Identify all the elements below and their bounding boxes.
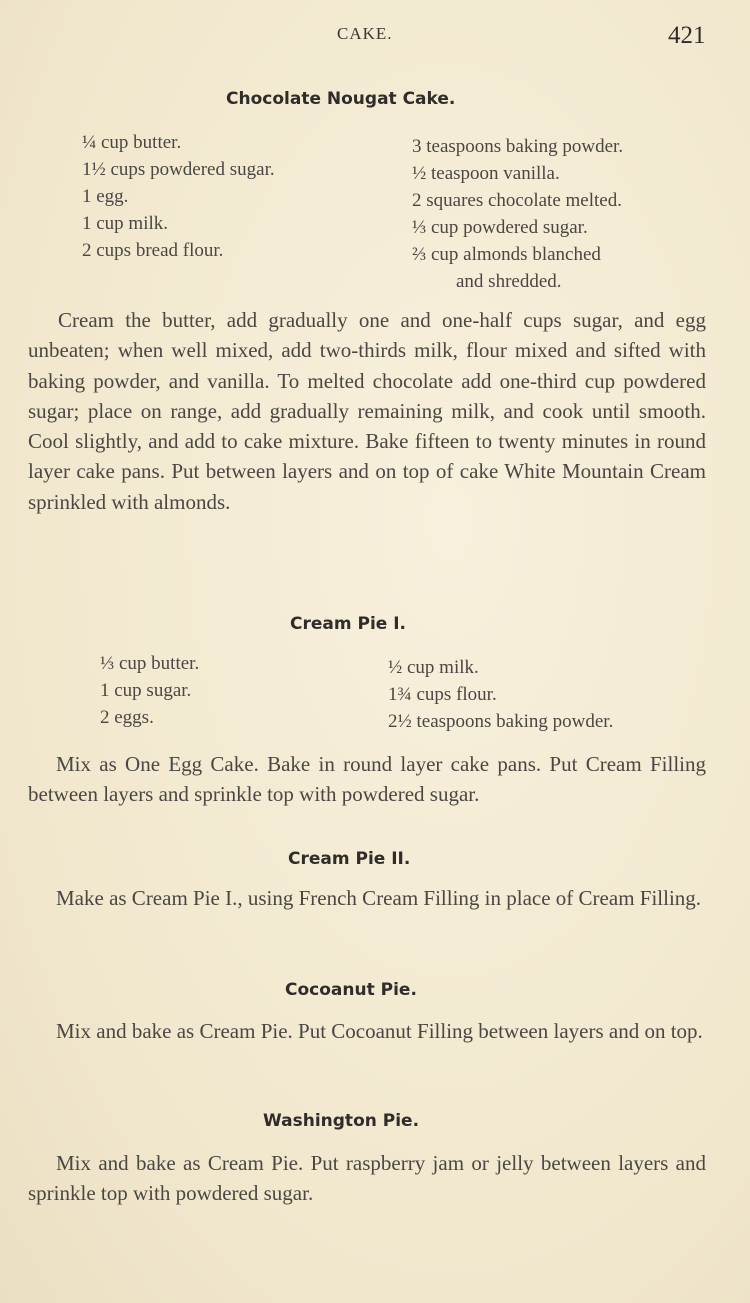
ingredient: ½ cup milk. <box>388 657 479 678</box>
ingredient: ⅓ cup butter. <box>100 653 200 674</box>
ingredient: ½ teaspoon vanilla. <box>412 163 560 184</box>
directions-washington-pie: Mix and bake as Cream Pie. Put raspberry jam or jelly between layers and sprinkle top with powdered sugar. <box>28 1151 706 1205</box>
recipe-title-cream-pie-ii: Cream Pie II. <box>288 849 411 869</box>
directions-cream-pie-ii: Make as Cream Pie I., using French Cream Filling in place of Cream Filling. <box>56 886 702 910</box>
ingredient: ¼ cup butter. <box>82 132 182 153</box>
recipe-title-chocolate-nougat-cake: Chocolate Nougat Cake. <box>226 89 456 109</box>
ingredient: 2 cups bread flour. <box>82 240 224 261</box>
ingredients-left-cream-pie-i <box>100 650 199 731</box>
ingredient: 2½ teaspoons baking powder. <box>388 711 614 732</box>
ingredient: 2 squares chocolate melted. <box>412 190 622 211</box>
ingredient: and shredded. <box>456 271 562 292</box>
ingredients-left-chocolate-nougat-cake <box>82 129 275 264</box>
directions-cocoanut-pie: Mix and bake as Cream Pie. Put Cocoanut Filling between layers and on top. <box>56 1019 703 1043</box>
running-title: CAKE. <box>337 24 393 43</box>
ingredient: 1¾ cups flour. <box>388 684 497 705</box>
directions-cream-pie-i: Mix as One Egg Cake. Bake in round layer cake pans. Put Cream Filling between layers and sprinkle top with powdered sugar. <box>28 752 706 806</box>
recipe-title-cocoanut-pie: Cocoanut Pie. <box>285 980 417 1000</box>
ingredient: 3 teaspoons baking powder. <box>412 136 624 157</box>
ingredient: 1 cup milk. <box>82 213 169 234</box>
ingredients-right-cream-pie-i <box>388 654 613 735</box>
ingredient: 1 egg. <box>82 186 129 207</box>
ingredient: ⅔ cup almonds blanched <box>412 244 601 265</box>
ingredient: 1 cup sugar. <box>100 680 192 701</box>
running-head <box>0 22 750 52</box>
recipe-title-cream-pie-i: Cream Pie I. <box>290 614 407 634</box>
ingredient: 2 eggs. <box>100 707 154 728</box>
page-number: 421 <box>668 22 706 49</box>
ingredient: 1½ cups powdered sugar. <box>82 159 275 180</box>
recipe-title-washington-pie: Washington Pie. <box>263 1111 420 1131</box>
ingredients-right-chocolate-nougat-cake <box>412 133 623 295</box>
directions-chocolate-nougat-cake: Cream the butter, add gradually one and one-half cups sugar, and egg unbeaten; when well mixed, add two-thirds milk, flour mixed and sifted with baking powder, and vanilla. To melted chocolate add one-third cup powdered sugar; place on range, add gradually remaining milk, and cook until smooth. Cool slightly, and add to cake mixture. Bake fifteen to twenty minutes in round layer cake pans. Put between layers and on top of cake White Mountain Cream sprinkled with almonds. <box>28 308 706 514</box>
ingredient: ⅓ cup powdered sugar. <box>412 217 588 238</box>
